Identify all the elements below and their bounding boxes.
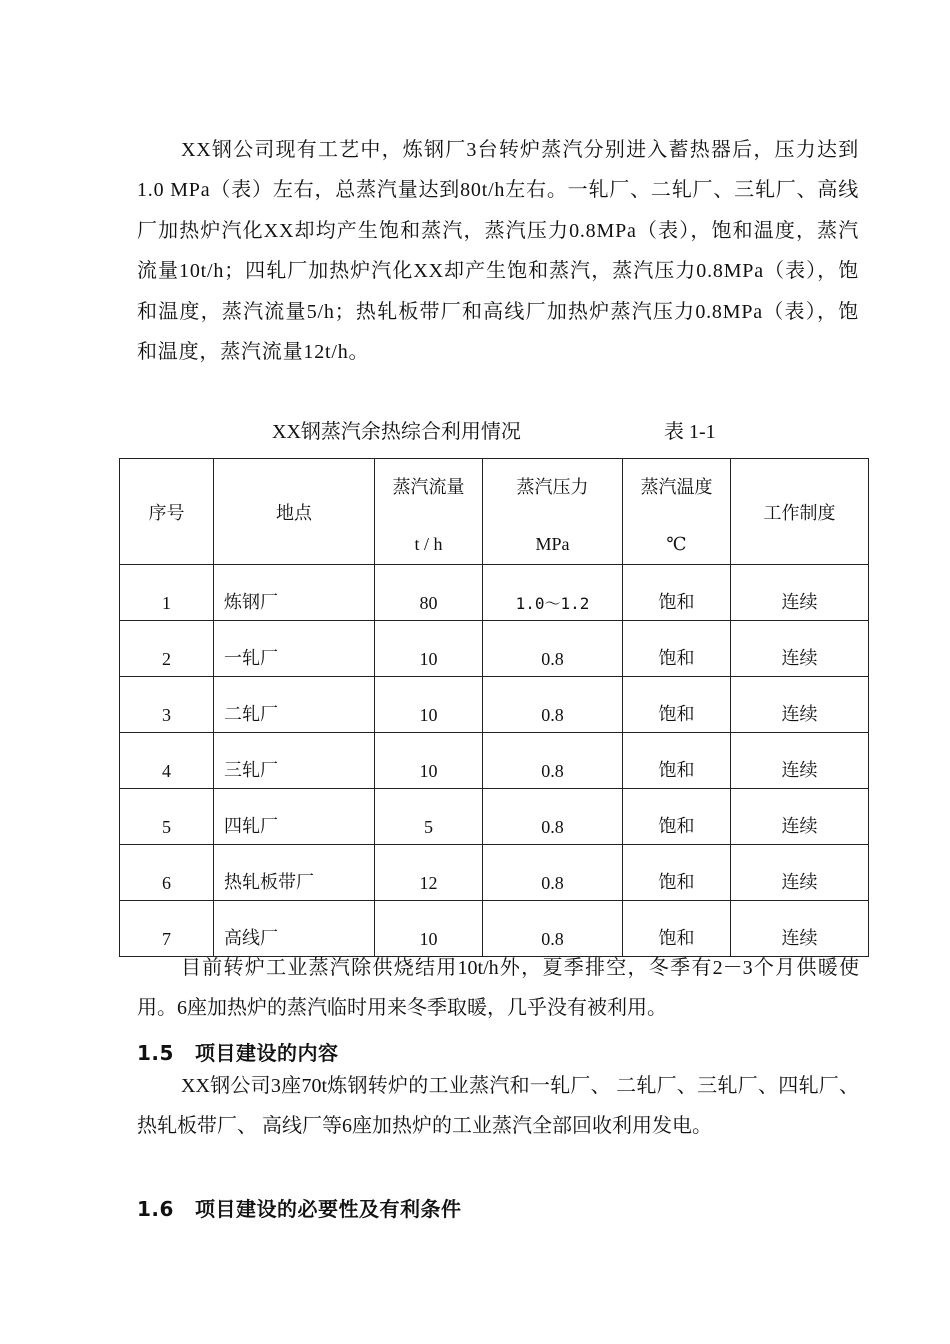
- cell-schedule: 连续: [731, 845, 869, 901]
- table-row: [120, 677, 869, 733]
- cell-temp: 饱和: [623, 845, 731, 901]
- header-pressure: [483, 459, 623, 565]
- cell-temp: 饱和: [623, 789, 731, 845]
- cell-temp: 饱和: [623, 565, 731, 621]
- cell-location: 四轧厂: [214, 789, 375, 845]
- table-row: [120, 733, 869, 789]
- cell-schedule: 连续: [731, 677, 869, 733]
- project-content-paragraph: XX钢公司3座70t炼钢转炉的工业蒸汽和一轧厂、 二轧厂、三轧厂、四轧厂、热轧板带厂、 高线厂等6座加热炉的工业蒸汽全部回收利用发电。: [137, 1075, 859, 1138]
- header-schedule: 工作制度: [731, 459, 869, 565]
- cell-schedule: 连续: [731, 565, 869, 621]
- cell-flow: 10: [375, 901, 483, 957]
- cell-location: 炼钢厂: [214, 565, 375, 621]
- cell-no: 7: [120, 901, 214, 957]
- cell-no: 5: [120, 789, 214, 845]
- cell-flow: 10: [375, 733, 483, 789]
- table-number: 表 1-1: [664, 421, 716, 443]
- cell-pressure: 0.8: [483, 621, 623, 677]
- header-pressure-label: 蒸汽压力: [516, 476, 589, 497]
- cell-pressure: 1.0～1.2: [483, 565, 623, 621]
- table-header-row: [120, 459, 869, 565]
- cell-schedule: 连续: [731, 621, 869, 677]
- cell-flow: 80: [375, 565, 483, 621]
- cell-flow: 10: [375, 621, 483, 677]
- cell-flow: 10: [375, 677, 483, 733]
- cell-pressure: 0.8: [483, 789, 623, 845]
- cell-flow: 12: [375, 845, 483, 901]
- header-pressure-unit: MPa: [535, 533, 570, 554]
- section-title: 项目建设的内容: [195, 1041, 339, 1065]
- cell-location: 高线厂: [214, 901, 375, 957]
- header-flow-label: 蒸汽流量: [392, 476, 465, 497]
- intro-paragraph: XX钢公司现有工艺中，炼钢厂3台转炉蒸汽分别进入蓄热器后，压力达到1.0 MPa（表）左右，总蒸汽量达到80t/h左右。一轧厂、二轧厂、三轧厂、高线厂加热炉汽化XX却均产生饱和蒸汽，蒸汽压力0.8MPa（表），饱和温度，蒸汽流量10t/h；四轧厂加热炉汽化XX却产生饱和蒸汽，蒸汽压力0.8MPa（表），饱和温度，蒸汽流量5/h；热轧板带厂和高线厂加热炉蒸汽压力0.8MPa（表），饱和温度，蒸汽流量12t/h。: [137, 139, 859, 364]
- cell-no: 1: [120, 565, 214, 621]
- table-row: [120, 621, 869, 677]
- section-title: 项目建设的必要性及有利条件: [195, 1197, 462, 1221]
- header-flow: [375, 459, 483, 565]
- cell-pressure: 0.8: [483, 901, 623, 957]
- table-caption: XX钢蒸汽余热综合利用情况: [272, 421, 521, 443]
- cell-no: 6: [120, 845, 214, 901]
- header-location: 地点: [214, 459, 375, 565]
- cell-location: 热轧板带厂: [214, 845, 375, 901]
- current-usage-paragraph: 目前转炉工业蒸汽除供烧结用10t/h外，夏季排空，冬季有2－3个月供暖使用。6座加热炉的蒸汽临时用来冬季取暖，几乎没有被利用。: [137, 957, 859, 1020]
- cell-schedule: 连续: [731, 733, 869, 789]
- cell-location: 三轧厂: [214, 733, 375, 789]
- header-flow-unit: t / h: [414, 533, 443, 554]
- cell-pressure: 0.8: [483, 733, 623, 789]
- header-temp-label: 蒸汽温度: [640, 476, 713, 497]
- cell-schedule: 连续: [731, 901, 869, 957]
- cell-temp: 饱和: [623, 901, 731, 957]
- header-temp-unit: ℃: [666, 533, 687, 554]
- table-row: [120, 789, 869, 845]
- cell-temp: 饱和: [623, 621, 731, 677]
- cell-location: 二轧厂: [214, 677, 375, 733]
- cell-temp: 饱和: [623, 677, 731, 733]
- steam-table: [119, 458, 869, 957]
- cell-schedule: 连续: [731, 789, 869, 845]
- cell-pressure: 0.8: [483, 677, 623, 733]
- cell-temp: 饱和: [623, 733, 731, 789]
- table-row: [120, 845, 869, 901]
- cell-location: 一轧厂: [214, 621, 375, 677]
- section-number: 1.5: [137, 1041, 174, 1065]
- cell-flow: 5: [375, 789, 483, 845]
- header-temp: [623, 459, 731, 565]
- table-row: [120, 565, 869, 621]
- header-no: 序号: [120, 459, 214, 565]
- cell-no: 3: [120, 677, 214, 733]
- section-heading-1-5: [137, 1037, 339, 1066]
- section-heading-1-6: [137, 1193, 462, 1222]
- cell-no: 4: [120, 733, 214, 789]
- cell-pressure: 0.8: [483, 845, 623, 901]
- cell-no: 2: [120, 621, 214, 677]
- section-number: 1.6: [137, 1197, 174, 1221]
